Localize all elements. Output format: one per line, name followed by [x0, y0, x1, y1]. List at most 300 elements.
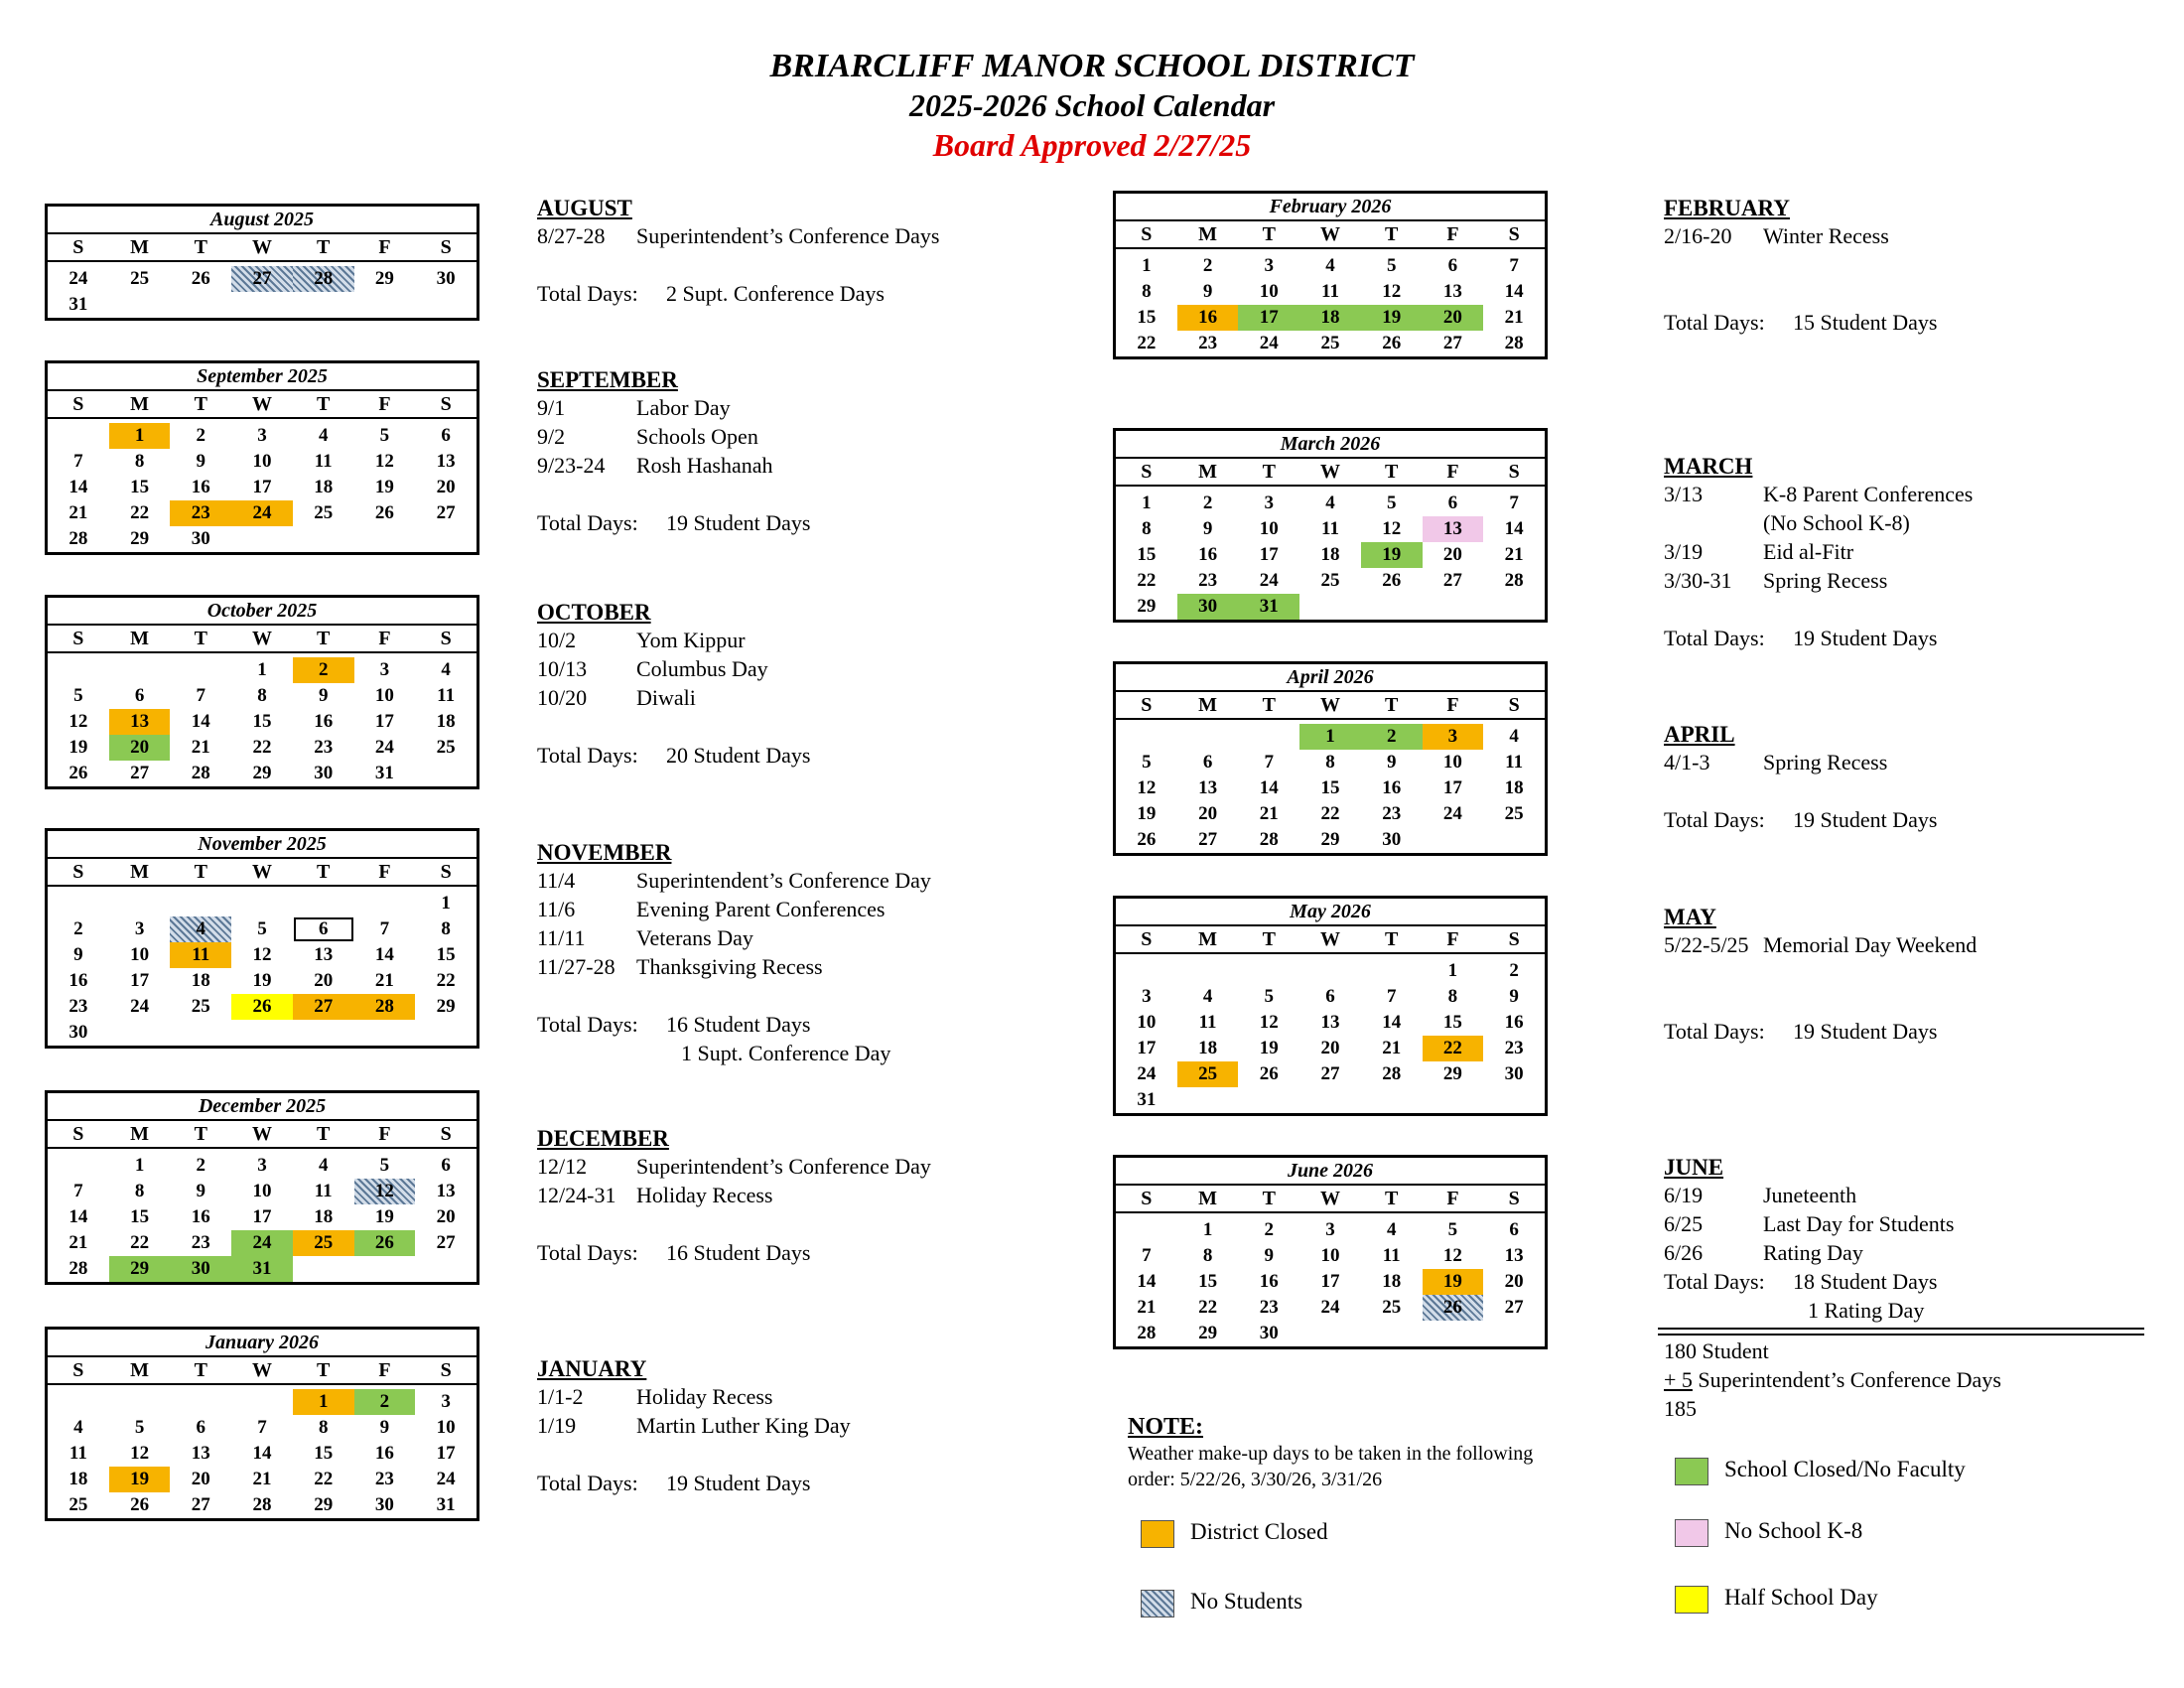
events-august — [537, 196, 939, 308]
day-cell: 28 — [1382, 1063, 1402, 1084]
day-cell: 29 — [436, 996, 456, 1017]
day-cell: 30 — [1382, 829, 1402, 850]
day-cell: 13 — [436, 1181, 456, 1201]
day-cell: 14 — [252, 1443, 272, 1464]
weekday-label: T — [1262, 223, 1276, 245]
day-cell: 30 — [436, 268, 456, 289]
day-cell: 5 — [134, 1417, 145, 1438]
day-cell: 25 — [1382, 1297, 1402, 1318]
month-heading: JANUARY — [537, 1356, 647, 1381]
day-cell: 28 — [1504, 333, 1524, 353]
event-text: Labor Day — [636, 395, 731, 420]
day-cell: 24 — [1259, 333, 1279, 353]
event-text: Superintendent’s Conference Day — [636, 1154, 931, 1179]
event-text: (No School K-8) — [1763, 510, 1910, 535]
day-cell: 28 — [252, 1494, 272, 1515]
event-date: 4/1-3 — [1664, 750, 1710, 774]
day-cell: 3 — [379, 659, 390, 680]
day-cell: 22 — [130, 502, 150, 523]
weekday-label: S — [440, 393, 452, 415]
weekday-label: W — [251, 1359, 272, 1381]
event-date: 3/30-31 — [1664, 568, 1732, 593]
empty-cell — [170, 891, 231, 916]
day-cell: 8 — [1142, 281, 1152, 302]
weekday-label: W — [251, 236, 272, 258]
calendar-title: 2025-2026 School Calendar — [908, 87, 1276, 123]
day-cell: 27 — [1198, 829, 1218, 850]
calendar-may-2026 — [1113, 896, 1548, 1116]
day-cell: 15 — [252, 711, 272, 732]
empty-cell — [231, 1389, 293, 1415]
day-cell: 25 — [1177, 1061, 1239, 1087]
day-cell: 13 — [1320, 1012, 1340, 1033]
day-cell: 2 — [1264, 1219, 1275, 1240]
weekday-label: S — [1508, 1188, 1520, 1209]
day-cell: 20 — [1504, 1271, 1524, 1292]
event-row — [1664, 508, 1973, 537]
weekday-label: M — [130, 236, 149, 258]
event-date: 10/20 — [537, 685, 588, 710]
weekday-label: T — [317, 236, 331, 258]
day-cell: 7 — [196, 685, 206, 706]
event-text: Spring Recess — [1763, 750, 1888, 774]
day-cell: 21 — [374, 970, 394, 991]
event-text: 18 Student Days — [1793, 1269, 1938, 1294]
day-cell: 9 — [379, 1417, 390, 1438]
weekday-label: M — [130, 1123, 149, 1145]
day-cell: 1 — [1202, 1219, 1213, 1240]
day-cell: 21 — [1259, 803, 1279, 824]
day-cell: 20 — [109, 735, 171, 761]
weekday-label: S — [1141, 223, 1153, 245]
weekday-label: S — [440, 861, 452, 883]
events-october — [537, 600, 810, 770]
day-cell: 7 — [257, 1417, 267, 1438]
event-text: Spring Recess — [1763, 568, 1888, 593]
day-cell: 1 — [441, 893, 451, 914]
month-heading: OCTOBER — [537, 600, 651, 625]
day-cell: 31 — [1137, 1089, 1157, 1110]
event-row — [537, 683, 810, 712]
event-text: Last Day for Students — [1763, 1211, 1955, 1236]
day-cell: 11 — [1505, 752, 1524, 773]
day-cell: 9 — [1202, 518, 1213, 539]
weekday-label: M — [1198, 461, 1217, 483]
event-date: 6/19 — [1664, 1183, 1704, 1207]
day-cell: 23 — [68, 996, 88, 1017]
day-cell: 9 — [196, 451, 206, 472]
weekday-label: T — [1385, 928, 1399, 950]
day-cell: 9 — [196, 1181, 206, 1201]
weekday-label: S — [1508, 461, 1520, 483]
day-cell: 8 — [134, 451, 145, 472]
day-cell: 3 — [1264, 255, 1275, 276]
calendar-title: December 2025 — [48, 1093, 477, 1121]
day-cell: 13 — [109, 709, 171, 735]
day-cell: 14 — [1504, 281, 1524, 302]
events-november — [537, 840, 931, 1067]
calendar-title: January 2026 — [48, 1330, 477, 1357]
day-cell: 22 — [1137, 333, 1157, 353]
calendar-march-2026 — [1113, 428, 1548, 623]
day-cell: 7 — [1264, 752, 1275, 773]
approval-note: Board Approved 2/27/25 — [932, 127, 1252, 163]
calendar-january-2026 — [45, 1327, 479, 1521]
events-april — [1664, 722, 1937, 834]
weekday-label: M — [130, 628, 149, 649]
day-cell: 4 — [1325, 492, 1335, 513]
event-row — [1664, 221, 1937, 250]
event-date: Total Days: — [1664, 310, 1765, 335]
month-heading: MAY — [1664, 905, 1716, 929]
day-cell: 2 — [196, 1155, 206, 1176]
day-cell: 26 — [1423, 1295, 1484, 1321]
weekday-label: S — [72, 1359, 84, 1381]
day-cell: 14 — [1259, 777, 1279, 798]
legend-school-closed: School Closed/No Faculty — [1675, 1457, 1966, 1485]
day-cell: 27 — [293, 994, 354, 1020]
month-heading: APRIL — [1664, 722, 1735, 747]
empty-cell — [170, 1389, 231, 1415]
day-cell: 19 — [374, 1206, 394, 1227]
weekday-label: S — [1508, 694, 1520, 716]
weekday-header — [1116, 459, 1545, 487]
day-cell: 19 — [1137, 803, 1157, 824]
event-text: Evening Parent Conferences — [636, 897, 886, 921]
day-cell: 18 — [436, 711, 456, 732]
event-text: Schools Open — [636, 424, 758, 449]
day-cell: 2 — [73, 918, 83, 939]
day-cell: 1 — [1142, 492, 1152, 513]
day-cell: 9 — [1202, 281, 1213, 302]
spacer — [1664, 250, 1937, 279]
day-cell: 24 — [68, 268, 88, 289]
event-row — [537, 1181, 931, 1209]
day-cell: 25 — [1320, 333, 1340, 353]
day-cell: 10 — [1320, 1245, 1340, 1266]
summary-student-days: 180 Student — [1664, 1338, 1769, 1363]
day-cell: 4 — [1509, 726, 1519, 747]
day-cell: 22 — [1320, 803, 1340, 824]
day-cell: 4 — [1386, 1219, 1397, 1240]
swatch-district-closed — [1141, 1520, 1174, 1548]
weekday-label: M — [1198, 223, 1217, 245]
day-grid — [1116, 720, 1545, 853]
day-cell: 8 — [134, 1181, 145, 1201]
day-cell: 26 — [1382, 570, 1402, 591]
day-cell: 13 — [314, 944, 334, 965]
event-date: Total Days: — [1664, 1019, 1765, 1044]
day-cell: 23 — [1259, 1297, 1279, 1318]
weekday-label: S — [1508, 223, 1520, 245]
event-row — [537, 508, 810, 537]
weekday-label: F — [378, 393, 391, 415]
day-cell: 30 — [1504, 1063, 1524, 1084]
events-february — [1664, 196, 1937, 337]
day-cell: 26 — [354, 1230, 416, 1256]
day-cell: 27 — [231, 266, 293, 292]
weekday-label: F — [378, 236, 391, 258]
weekday-label: T — [1385, 1188, 1399, 1209]
event-row — [537, 952, 931, 981]
day-grid — [48, 887, 477, 1046]
event-text: 16 Student Days — [666, 1240, 811, 1265]
event-text: Martin Luther King Day — [636, 1413, 851, 1438]
day-cell: 16 — [1177, 305, 1239, 331]
empty-cell — [293, 891, 354, 916]
day-cell: 21 — [68, 1232, 88, 1253]
day-cell: 12 — [1442, 1245, 1462, 1266]
day-cell: 25 — [436, 737, 456, 758]
empty-cell — [1238, 958, 1299, 984]
weekday-label: W — [251, 628, 272, 649]
day-cell: 1 — [257, 659, 267, 680]
day-cell: 10 — [252, 451, 272, 472]
day-cell: 27 — [1320, 1063, 1340, 1084]
weekday-label: M — [130, 861, 149, 883]
day-cell: 29 — [130, 528, 150, 549]
day-cell: 26 — [130, 1494, 150, 1515]
day-cell: 26 — [1137, 829, 1157, 850]
day-cell: 13 — [436, 451, 456, 472]
empty-cell — [48, 1153, 109, 1179]
day-cell: 17 — [252, 477, 272, 497]
day-cell: 14 — [68, 1206, 88, 1227]
day-cell: 11 — [1321, 281, 1339, 302]
weekday-label: T — [1262, 928, 1276, 950]
calendar-title: June 2026 — [1116, 1158, 1545, 1186]
day-cell: 13 — [191, 1443, 210, 1464]
day-cell: 22 — [436, 970, 456, 991]
day-cell: 20 — [1423, 305, 1484, 331]
day-cell: 26 — [374, 502, 394, 523]
empty-cell — [1177, 958, 1239, 984]
day-cell: 17 — [436, 1443, 456, 1464]
day-cell: 11 — [1198, 1012, 1217, 1033]
day-cell: 12 — [374, 451, 394, 472]
event-row — [537, 393, 810, 422]
day-cell: 23 — [374, 1469, 394, 1489]
day-cell: 12 — [252, 944, 272, 965]
day-cell: 24 — [1320, 1297, 1340, 1318]
day-cell: 5 — [379, 425, 390, 446]
day-cell: 2 — [1361, 724, 1423, 750]
legend-no-school-k8: No School K-8 — [1675, 1518, 1862, 1547]
day-cell: 25 — [68, 1494, 88, 1515]
weekday-label: T — [1262, 1188, 1276, 1209]
empty-cell — [109, 1389, 171, 1415]
day-cell: 14 — [1504, 518, 1524, 539]
event-row — [537, 866, 931, 895]
day-cell: 23 — [1198, 333, 1218, 353]
day-cell: 30 — [1259, 1323, 1279, 1343]
day-cell: 18 — [1504, 777, 1524, 798]
day-cell: 10 — [436, 1417, 456, 1438]
day-cell: 11 — [170, 942, 231, 968]
event-row — [1664, 1209, 1954, 1238]
empty-cell — [354, 891, 416, 916]
weekday-label: S — [1141, 694, 1153, 716]
day-cell: 11 — [68, 1443, 87, 1464]
day-cell: 8 — [1202, 1245, 1213, 1266]
day-cell: 16 — [1504, 1012, 1524, 1033]
day-cell: 2 — [196, 425, 206, 446]
event-row — [537, 221, 939, 250]
event-text: 1 Rating Day — [1808, 1298, 1925, 1323]
empty-cell — [1116, 1217, 1177, 1243]
day-cell: 10 — [130, 944, 150, 965]
event-text: 19 Student Days — [666, 510, 811, 535]
day-cell: 12 — [1137, 777, 1157, 798]
day-cell: 26 — [191, 268, 210, 289]
event-row — [537, 895, 931, 923]
day-cell: 15 — [130, 1206, 150, 1227]
event-row — [537, 451, 810, 480]
day-cell: 28 — [68, 528, 88, 549]
day-cell: 30 — [191, 528, 210, 549]
event-text: Rating Day — [1763, 1240, 1863, 1265]
calendar-june-2026 — [1113, 1155, 1548, 1349]
day-cell: 8 — [318, 1417, 329, 1438]
day-cell: 1 — [134, 1155, 145, 1176]
empty-cell — [1177, 724, 1239, 750]
month-heading: FEBRUARY — [1664, 196, 1790, 220]
weekday-label: T — [194, 628, 207, 649]
day-cell: 1 — [109, 423, 171, 449]
event-date: Total Days: — [537, 281, 638, 306]
day-cell: 14 — [191, 711, 210, 732]
weekday-label: S — [440, 1123, 452, 1145]
weekday-label: S — [440, 236, 452, 258]
day-cell: 26 — [231, 994, 293, 1020]
day-cell: 13 — [1442, 281, 1462, 302]
month-heading: DECEMBER — [537, 1126, 669, 1151]
spacer — [537, 981, 931, 1010]
weekday-label: M — [1198, 694, 1217, 716]
empty-cell — [48, 657, 109, 683]
day-cell: 22 — [1423, 1036, 1484, 1061]
day-cell: 15 — [1137, 307, 1157, 328]
calendar-february-2026 — [1113, 191, 1548, 359]
day-cell: 31 — [1238, 594, 1299, 620]
day-cell: 13 — [1504, 1245, 1524, 1266]
day-cell: 4 — [1202, 986, 1213, 1007]
weekday-header — [48, 1357, 477, 1385]
day-cell: 24 — [231, 500, 293, 526]
day-cell: 27 — [130, 763, 150, 783]
event-text: Veterans Day — [636, 925, 753, 950]
event-text: 19 Student Days — [1793, 1019, 1938, 1044]
day-cell: 22 — [1198, 1297, 1218, 1318]
weekday-label: S — [440, 1359, 452, 1381]
event-text: Memorial Day Weekend — [1763, 932, 1978, 957]
weekday-label: T — [194, 1123, 207, 1145]
legend-district-closed: District Closed — [1141, 1519, 1328, 1548]
weekday-label: T — [1262, 694, 1276, 716]
note-line-1: Weather make-up days to be taken in the following — [1128, 1443, 1534, 1465]
month-heading: JUNE — [1664, 1155, 1724, 1180]
empty-cell — [231, 891, 293, 916]
day-cell: 29 — [1198, 1323, 1218, 1343]
day-cell: 23 — [1198, 570, 1218, 591]
day-cell: 8 — [441, 918, 451, 939]
day-cell: 19 — [252, 970, 272, 991]
summary-divider — [1658, 1328, 2144, 1336]
event-row — [537, 1152, 931, 1181]
day-cell: 8 — [1142, 518, 1152, 539]
calendar-title: April 2026 — [1116, 664, 1545, 692]
day-cell: 19 — [1361, 305, 1423, 331]
day-cell: 22 — [314, 1469, 334, 1489]
day-cell: 7 — [1142, 1245, 1152, 1266]
event-text: Superintendent’s Conference Day — [636, 868, 931, 893]
weekday-label: F — [1446, 223, 1459, 245]
note-title: NOTE: — [1128, 1414, 1204, 1440]
day-cell: 20 — [1442, 544, 1462, 565]
empty-cell — [1299, 958, 1361, 984]
day-cell: 11 — [1321, 518, 1339, 539]
spacer — [1664, 988, 1977, 1017]
day-cell: 7 — [379, 918, 390, 939]
event-row — [537, 1039, 931, 1067]
day-cell: 19 — [1259, 1038, 1279, 1058]
day-cell: 3 — [1142, 986, 1152, 1007]
weekday-label: S — [72, 393, 84, 415]
event-date: 3/13 — [1664, 482, 1704, 506]
weekday-header — [48, 859, 477, 887]
spacer — [1664, 279, 1937, 308]
event-row — [1664, 1017, 1977, 1046]
event-date: Total Days: — [1664, 807, 1765, 832]
event-date: 11/27-28 — [537, 954, 615, 979]
day-cell: 31 — [436, 1494, 456, 1515]
event-date: 8/27-28 — [537, 223, 606, 248]
event-text: Diwali — [636, 685, 696, 710]
spacer — [1664, 595, 1973, 624]
day-cell: 10 — [1259, 518, 1279, 539]
day-cell: 12 — [68, 711, 88, 732]
event-date: Total Days: — [537, 743, 638, 768]
legend-half-day: Half School Day — [1675, 1585, 1878, 1614]
day-cell: 1 — [1447, 960, 1458, 981]
event-text: 2 Supt. Conference Days — [666, 281, 885, 306]
empty-cell — [1361, 958, 1423, 984]
day-cell: 19 — [1361, 542, 1423, 568]
day-cell: 23 — [170, 500, 231, 526]
day-cell: 17 — [1442, 777, 1462, 798]
day-cell: 27 — [436, 502, 456, 523]
day-cell: 29 — [1137, 596, 1157, 617]
weekday-label: S — [1508, 928, 1520, 950]
day-cell: 3 — [1264, 492, 1275, 513]
swatch-no-students — [1141, 1590, 1174, 1618]
day-cell: 2 — [354, 1389, 416, 1415]
day-cell: 28 — [1137, 1323, 1157, 1343]
day-cell: 24 — [374, 737, 394, 758]
day-cell: 1 — [1142, 255, 1152, 276]
day-cell: 23 — [314, 737, 334, 758]
event-date: 6/25 — [1664, 1211, 1704, 1236]
day-cell: 21 — [1382, 1038, 1402, 1058]
day-cell: 5 — [1386, 255, 1397, 276]
day-cell: 10 — [1442, 752, 1462, 773]
empty-cell — [170, 657, 231, 683]
empty-cell — [48, 1389, 109, 1415]
weekday-label: S — [72, 628, 84, 649]
weekday-header — [1116, 926, 1545, 954]
event-date: 12/24-31 — [537, 1183, 616, 1207]
event-date: 5/22-5/25 — [1664, 932, 1749, 957]
